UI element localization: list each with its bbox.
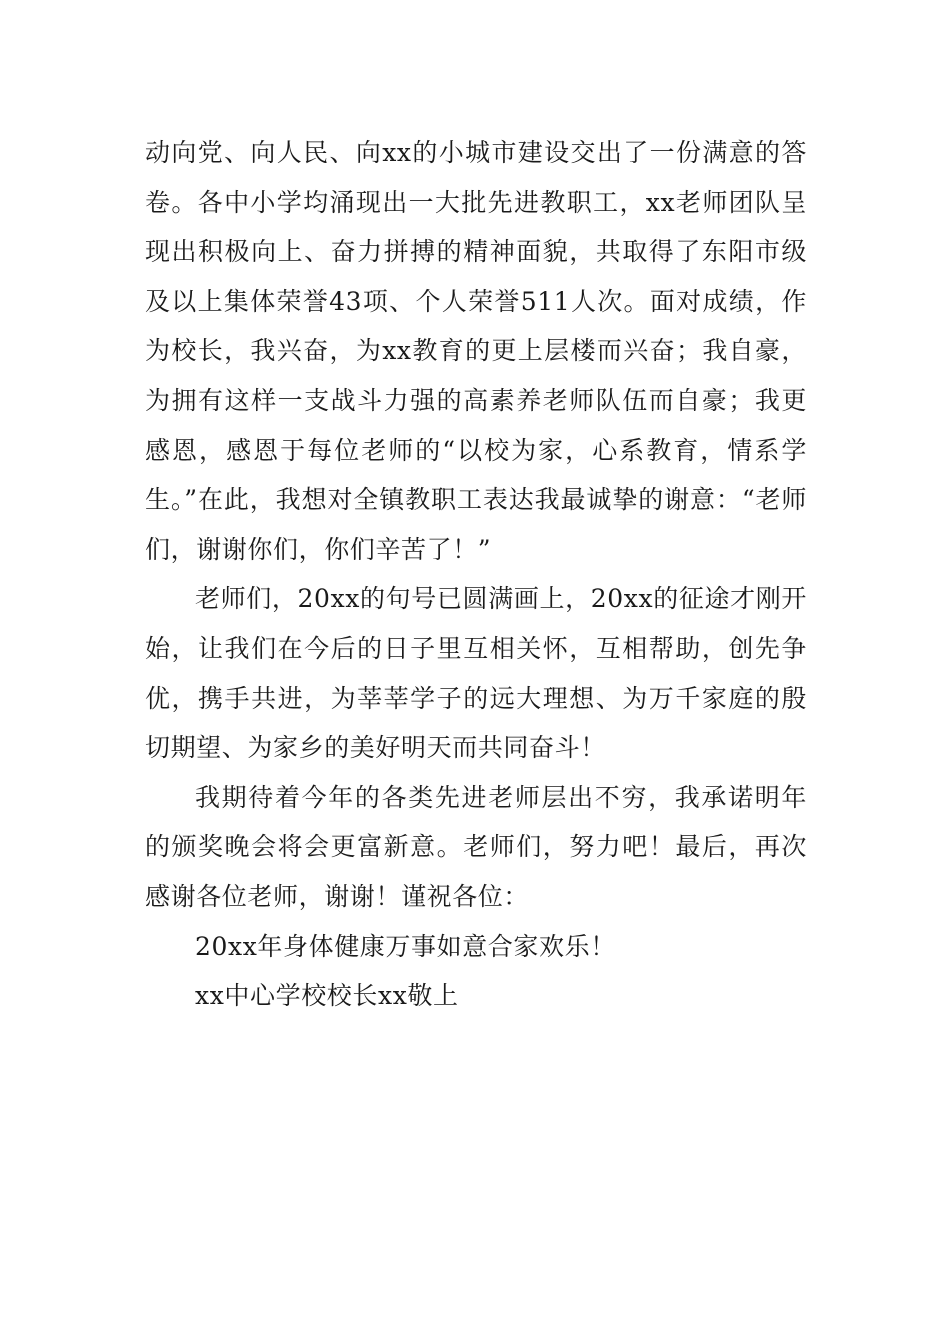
document-body bbox=[145, 128, 807, 1021]
signature: xx中心学校校长xx敬上 bbox=[195, 981, 459, 1011]
closing-wish: 20xx年身体健康万事如意合家欢乐！ bbox=[195, 931, 616, 961]
paragraph-3: 我期待着今年的各类先进老师层出不穷，我承诺明年的颁奖晚会将会更富新意。老师们，努力吧！最后，再次感谢各位老师，谢谢！谨祝各位： bbox=[145, 782, 807, 911]
paragraph-2: 老师们，20xx的句号已圆满画上，20xx的征途才刚开始，让我们在今后的日子里互相关怀，互相帮助，创先争优，携手共进，为莘莘学子的远大理想、为万千家庭的殷切期望、为家乡的美好明天而共同奋斗！ bbox=[145, 584, 807, 763]
paragraph-1: 动向党、向人民、向xx的小城市建设交出了一份满意的答卷。各中小学均涌现出一大批先进教职工，xx老师团队呈现出积极向上、奋力拼搏的精神面貌，共取得了东阳市级及以上集体荣誉43项、个人荣誉511人次。面对成绩，作为校长，我兴奋，为xx教育的更上层楼而兴奋；我自豪，为拥有这样一支战斗力强的高素养老师队伍而自豪；我更感恩，感恩于每位老师的“以校为家，心系教育，情系学生。”在此，我想对全镇教职工表达我最诚挚的谢意：“老师们，谢谢你们，你们辛苦了！” bbox=[145, 138, 807, 564]
